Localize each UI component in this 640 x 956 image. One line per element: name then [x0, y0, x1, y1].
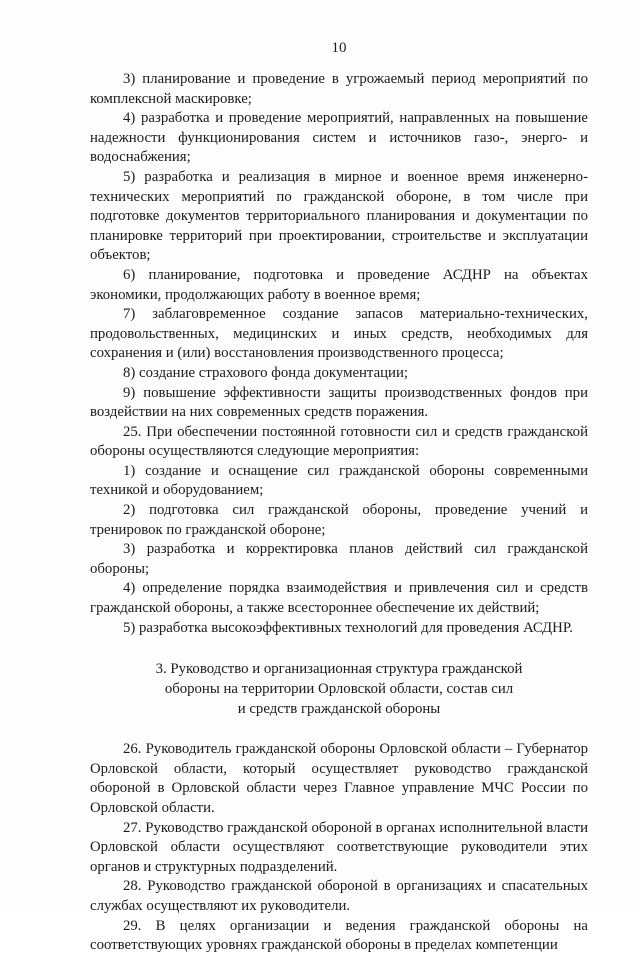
clause-25-item-4: 4) определение порядка взаимодействия и привлечения сил и средств гражданской обороны, а также всестороннее обеспечение их действий;	[90, 580, 588, 617]
body-text-top	[90, 70, 588, 638]
list-item-5-engineering: 5) разработка и реализация в мирное и военное время инженерно-технических мероприятий по гражданской обороне, в том числе при подготовке документов территориального планирования и документации по планировке территорий при проектировании, строительстве и эксплуатации объектов;	[90, 168, 588, 264]
body-text-bottom	[90, 740, 588, 956]
clause-29: 29. В целях организации и ведения гражданской обороны на соответствующих уровнях гражданской обороны в пределах компетенции	[90, 917, 588, 954]
section-heading-line-2: обороны на территории Орловской области, состав сил	[164, 681, 514, 698]
clause-27: 27. Руководство гражданской обороной в органах исполнительной власти Орловской области осуществляют соответствующие руководители этих органов и структурных подразделений.	[90, 819, 588, 875]
page-number: 10	[331, 40, 347, 56]
list-item-3-camouflage: 3) планирование и проведение в угрожаемый период мероприятий по комплексной маскировке;	[90, 71, 588, 107]
section-heading	[90, 659, 588, 719]
section-heading-line-3: и средств гражданской обороны	[237, 701, 441, 718]
clause-25: 25. При обеспечении постоянной готовности сил и средств гражданской обороны осуществляются следующие мероприятия:	[90, 423, 588, 460]
clause-25-item-2: 2) подготовка сил гражданской обороны, проведение учений и тренировок по гражданской обороне;	[90, 502, 588, 538]
clause-25-item-3: 3) разработка и корректировка планов действий сил гражданской обороны;	[90, 541, 588, 577]
clause-25-item-5: 5) разработка высокоэффективных технологий для проведения АСДНР.	[123, 619, 573, 636]
list-item-4-utilities: 4) разработка и проведение мероприятий, направленных на повышение надежности функционирования систем и источников газо-, энерго- и водоснабжения;	[90, 110, 588, 166]
list-item-7-reserves: 7) заблаговременное создание запасов материально-технических, продовольственных, медицинских и иных средств, необходимых для сохранения и (или) восстановления производственного процесса;	[90, 306, 588, 362]
clause-25-item-1: 1) создание и оснащение сил гражданской обороны современными техникой и оборудованием;	[90, 462, 588, 499]
list-item-8-insurance-fund: 8) создание страхового фонда документации;	[123, 364, 409, 381]
clause-28: 28. Руководство гражданской обороной в организациях и спасательных службах осуществляют их руководители.	[90, 878, 588, 914]
clause-26: 26. Руководитель гражданской обороны Орловской области – Губернатор Орловской области, который осуществляет руководство гражданской обороной в Орловской области через Главное управление МЧС России по Орловской области.	[90, 741, 588, 816]
list-item-6-asdnr: 6) планирование, подготовка и проведение АСДНР на объектах экономики, продолжающих работу в военное время;	[90, 266, 588, 303]
section-heading-line-1: 3. Руководство и организационная структура гражданской	[155, 661, 523, 678]
list-item-9-protection: 9) повышение эффективности защиты производственных фондов при воздействии на них современных средств поражения.	[90, 384, 588, 421]
